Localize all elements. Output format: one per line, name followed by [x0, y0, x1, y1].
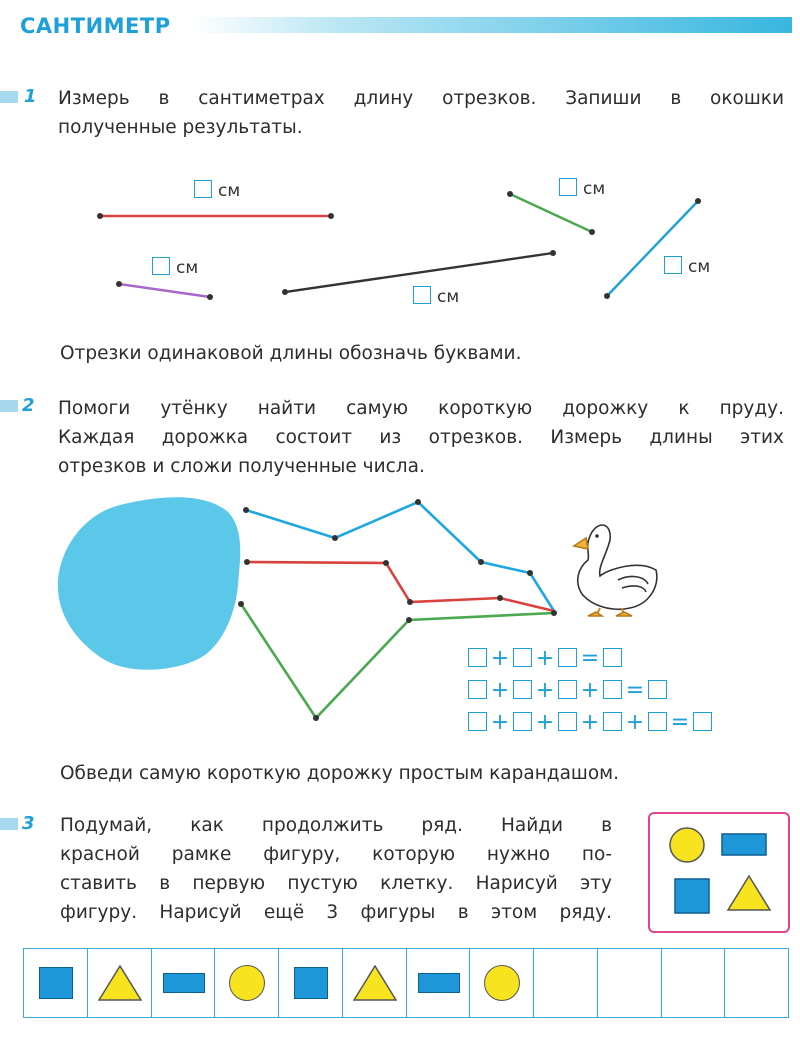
duckling-illustration	[574, 525, 657, 616]
sequence-cell	[470, 949, 534, 1017]
task-2-marker	[0, 400, 18, 412]
task-3-number: 3	[22, 813, 35, 834]
task-3-line-1: Подумай, как продолжить ряд. Найди в	[60, 815, 612, 836]
plus-sign: +	[490, 646, 510, 671]
answer-label-blue: см	[664, 256, 710, 277]
answer-label-purple: см	[152, 257, 198, 278]
task-1-number: 1	[24, 86, 37, 107]
answer-box[interactable]	[413, 286, 431, 304]
task-2-footer: Обведи самую короткую дорожку простым карандашом.	[60, 763, 620, 784]
addend-box[interactable]	[603, 680, 622, 699]
answer-label-green: см	[559, 178, 605, 199]
empty-cell[interactable]	[725, 949, 788, 1017]
addend-box[interactable]	[648, 712, 667, 731]
page-title: САНТИМЕТР	[20, 14, 171, 38]
addend-box[interactable]	[468, 680, 487, 699]
red-frame	[648, 812, 790, 933]
addend-box[interactable]	[558, 648, 577, 667]
sequence-cell	[215, 949, 279, 1017]
addend-box[interactable]	[468, 712, 487, 731]
empty-cell[interactable]	[662, 949, 726, 1017]
addend-box[interactable]	[558, 680, 577, 699]
plus-sign: +	[535, 710, 555, 735]
empty-cell[interactable]	[534, 949, 598, 1017]
plus-sign: +	[580, 710, 600, 735]
task-2-number: 2	[22, 395, 35, 416]
answer-box[interactable]	[664, 256, 682, 274]
equals-sign: =	[670, 710, 690, 735]
equation-row	[468, 710, 712, 736]
pond	[58, 497, 240, 669]
sum-box[interactable]	[603, 648, 622, 667]
sequence-cell	[343, 949, 407, 1017]
sequence-cell	[88, 949, 152, 1017]
path-blue	[243, 499, 554, 611]
task-2-line-3: отрезков и сложи полученные числа.	[58, 456, 425, 477]
task-2-line-2: Каждая дорожка состоит из отрезков. Измерь длины этих	[58, 427, 784, 448]
equation-row	[468, 646, 622, 672]
segment-purple	[116, 281, 213, 300]
equals-sign: =	[580, 646, 600, 671]
addend-box[interactable]	[513, 712, 532, 731]
task-2-line-1: Помоги утёнку найти самую короткую дорожку к пруду.	[58, 398, 784, 419]
plus-sign: +	[490, 678, 510, 703]
addend-box[interactable]	[558, 712, 577, 731]
task-2-text	[58, 394, 784, 481]
sequence-cell	[407, 949, 471, 1017]
circle-shape	[229, 965, 265, 1001]
addend-box[interactable]	[603, 712, 622, 731]
sequence-cell	[279, 949, 343, 1017]
plus-sign: +	[535, 646, 555, 671]
task-3-line-4: фигуру. Нарисуй ещё 3 фигуры в этом ряду.	[60, 902, 612, 923]
rectangle-shape	[418, 973, 460, 993]
task-1-line-1: Измерь в сантиметрах длину отрезков. Запиши в окошки	[58, 88, 784, 109]
sum-box[interactable]	[648, 680, 667, 699]
plus-sign: +	[490, 710, 510, 735]
plus-sign: +	[535, 678, 555, 703]
equals-sign: =	[625, 678, 645, 703]
task-3-text	[60, 811, 612, 927]
task-1-line-2: полученные результаты.	[58, 117, 303, 138]
addend-box[interactable]	[513, 680, 532, 699]
addend-box[interactable]	[468, 648, 487, 667]
task-3-line-2: красной рамке фигуру, которую нужно по-	[60, 844, 612, 865]
sum-box[interactable]	[693, 712, 712, 731]
task-3-line-3: ставить в первую пустую клетку. Нарисуй эту	[60, 873, 612, 894]
sequence-cell	[24, 949, 88, 1017]
triangle-shape	[98, 965, 142, 1001]
addend-box[interactable]	[513, 648, 532, 667]
plus-sign: +	[625, 710, 645, 735]
equation-row	[468, 678, 667, 704]
answer-box[interactable]	[559, 178, 577, 196]
task-1-footer: Отрезки одинаковой длины обозначь буквами.	[60, 343, 522, 364]
answer-label-red: см	[194, 180, 240, 201]
triangle-shape	[353, 965, 397, 1001]
rectangle-shape	[163, 973, 205, 993]
answer-label-black: см	[413, 286, 459, 307]
task-3-marker	[0, 818, 18, 830]
shape-sequence-row	[23, 948, 789, 1018]
segment-red	[97, 213, 334, 219]
square-shape	[294, 967, 328, 999]
empty-cell[interactable]	[598, 949, 662, 1017]
sequence-cell	[152, 949, 216, 1017]
plus-sign: +	[580, 678, 600, 703]
circle-shape	[484, 965, 520, 1001]
answer-box[interactable]	[194, 180, 212, 198]
segment-blue	[604, 198, 701, 299]
square-shape	[39, 967, 73, 999]
answer-box[interactable]	[152, 257, 170, 275]
